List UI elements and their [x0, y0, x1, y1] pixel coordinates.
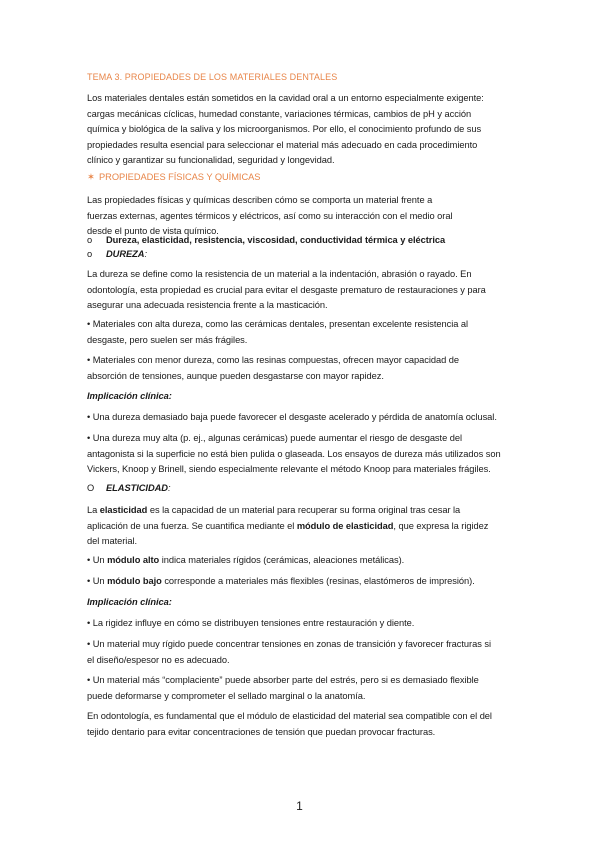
elasticidad-bullet-2: • Un módulo bajo corresponde a materiales más flexibles (resinas, elastómeros de impresión).: [87, 576, 475, 586]
star-bullet-icon: ✶: [87, 172, 95, 182]
dureza-definition: La dureza se define como la resistencia de un material a la indentación, abrasión o rayado. En odontología, esta propiedad es crucial para evitar el desgaste prematuro de restauraciones y para asegurar una adecuada resistencia frente a la masticación.: [87, 269, 486, 310]
elasticidad-definition: La elasticidad es la capacidad de un material para recuperar su forma original tras cesar la aplicación de una fuerza. Se cuantifica mediante el módulo de elasticidad, que expresa la rigidez del material.: [87, 505, 489, 546]
implicacion-label-2: Implicación clínica:: [87, 597, 172, 607]
closing-paragraph: En odontología, es fundamental que el módulo de elasticidad del material sea compatible con el del tejido dentario para evitar concentraciones de tensión que puedan provocar fracturas.: [87, 711, 492, 737]
page-number: 1: [296, 799, 303, 813]
elasticidad-implication-3: • Un material más “complaciente” puede absorber parte del estrés, pero si es demasiado flexible puede deformarse y comprometer el sellado marginal o la anatomía.: [87, 675, 479, 701]
section-heading: ✶ PROPIEDADES FÍSICAS Y QUÍMICAS: [87, 170, 517, 186]
section-intro: Las propiedades físicas y químicas describen cómo se comporta un material frente a fuerzas externas, agentes térmicos y eléctricos, así como su interacción con el medio oral desde el punto de vista químico.: [87, 195, 453, 236]
dureza-bullet-1: • Materiales con alta dureza, como las cerámicas dentales, presentan excelente resistencia al desgaste, pero suelen ser más frágiles.: [87, 319, 469, 345]
elasticidad-heading: O ELASTICIDAD:: [87, 483, 171, 493]
dureza-heading: o DUREZA:: [87, 249, 147, 259]
dureza-implication-1: • Una dureza demasiado baja puede favorecer el desgaste acelerado y pérdida de anatomía oclusal.: [87, 412, 497, 422]
elasticidad-implication-1: • La rigidez influye en cómo se distribuyen tensiones entre restauración y diente.: [87, 618, 415, 628]
elasticidad-bullet-1: • Un módulo alto indica materiales rígidos (cerámicas, aleaciones metálicas).: [87, 555, 405, 565]
dureza-bullet-2: • Materiales con menor dureza, como las resinas compuestas, ofrecen mayor capacidad de absorción de tensiones, aunque pueden desgastarse con mayor rapidez.: [87, 355, 460, 381]
doc-title: TEMA 3. PROPIEDADES DE LOS MATERIALES DENTALES: [87, 72, 338, 82]
elasticidad-implication-2: • Un material muy rígido puede concentrar tensiones en zonas de transición y favorecer fracturas si el diseño/espesor no es adecuado.: [87, 639, 491, 665]
dureza-implication-2: • Una dureza muy alta (p. ej., algunas cerámicas) puede aumentar el riesgo de desgaste del antagonista si la superficie no está bien pulida o glaseada. Los ensayos de dureza más utilizados son Vickers, Knoop y Brinell, siendo especialmente relevante el método Knoop para materiales frágiles.: [87, 433, 501, 474]
intro-paragraph: Los materiales dentales están sometidos en la cavidad oral a un entorno especialmente exigente: cargas mecánicas cíclicas, humedad constante, variaciones térmicas, cambios de pH y acción química y biológica de la saliva y los microorganismos. Por ello, el conocimiento profundo de sus propiedades resulta esencial para seleccionar el material más adecuado en cada procedimiento clínico y garantizar su funcionalidad, seguridad y longevidad.: [87, 93, 484, 165]
implicacion-label: Implicación clínica:: [87, 391, 172, 401]
list-item: o Dureza, elasticidad, resistencia, viscosidad, conductividad térmica y eléctrica: [87, 235, 446, 245]
